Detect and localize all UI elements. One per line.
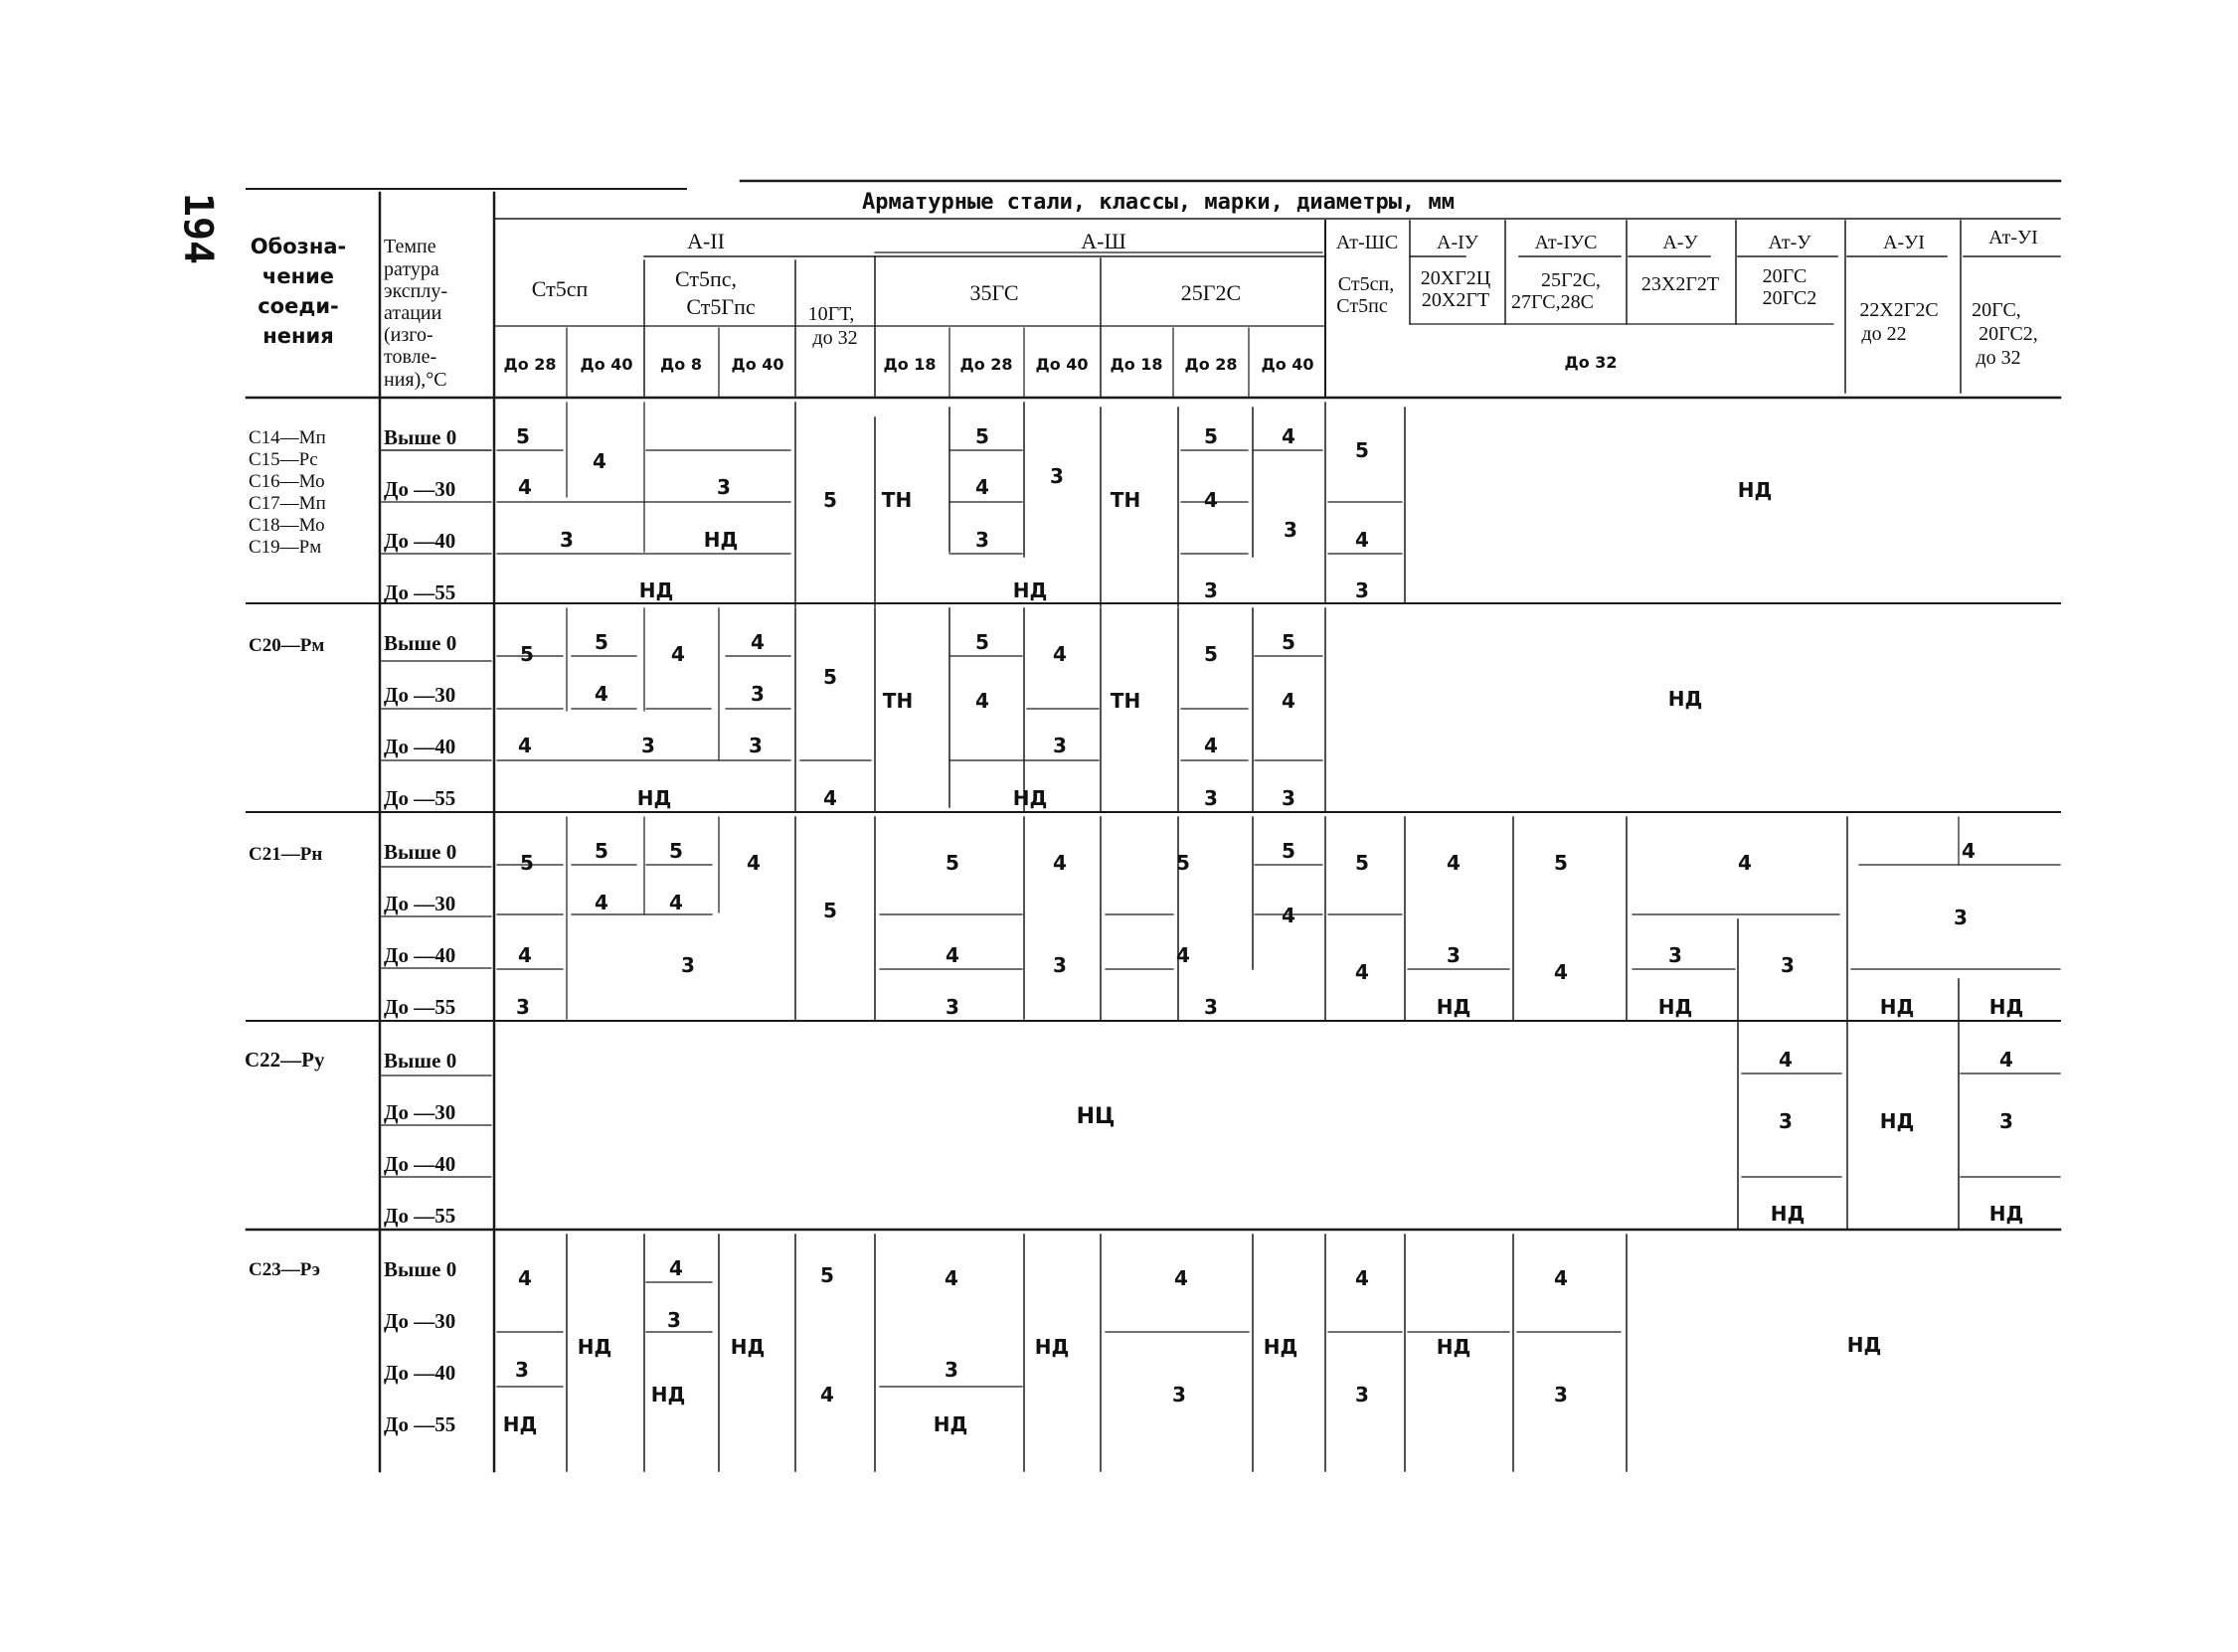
grade-at6: до 32 xyxy=(1976,347,2021,369)
temperature-label: Выше 0 xyxy=(384,840,457,864)
value-cell: 4 xyxy=(1174,1266,1188,1290)
value-cell: НД xyxy=(1436,1335,1471,1359)
joint-designation: С23—Рэ xyxy=(249,1259,321,1280)
value-cell: НЦ xyxy=(1076,1104,1116,1129)
value-cell: 4 xyxy=(1204,488,1218,512)
temperature-label: До —30 xyxy=(384,1309,456,1333)
value-cell: 5 xyxy=(520,851,534,875)
grade-st5sp: Ст5сп xyxy=(531,276,589,301)
value-cell: 4 xyxy=(595,682,608,706)
value-cell: 5 xyxy=(975,630,989,654)
value-cell: 5 xyxy=(823,665,837,689)
grade-at5: 20ГС xyxy=(1762,265,1808,287)
value-cell: 3 xyxy=(1999,1109,2013,1133)
value-cell: НД xyxy=(1846,1333,1882,1357)
value-cell: НД xyxy=(703,528,739,552)
joint-designation: С18—Мо xyxy=(249,515,325,536)
temperature-label: Выше 0 xyxy=(384,1257,457,1281)
value-cell: НД xyxy=(638,578,674,602)
temperature-label: До —40 xyxy=(384,735,456,758)
value-cell: НД xyxy=(577,1335,612,1359)
value-cell: 5 xyxy=(1204,424,1218,448)
value-cell: 3 xyxy=(1447,943,1461,967)
value-cell: 3 xyxy=(749,734,763,757)
value-cell: 4 xyxy=(1282,424,1295,448)
value-cell: НД xyxy=(1988,995,2024,1019)
value-cell: 4 xyxy=(1779,1048,1793,1072)
class-a4: А-IУ xyxy=(1437,232,1478,253)
temperature-label: До —55 xyxy=(384,580,456,604)
joint-designation: С19—Рм xyxy=(249,537,322,558)
value-cell: 5 xyxy=(669,839,683,863)
grade-a6: до 22 xyxy=(1861,323,1907,345)
value-cell: НД xyxy=(1263,1335,1298,1359)
grade-10gt: 10ГТ, xyxy=(807,303,855,325)
value-cell: НД xyxy=(1737,478,1773,502)
value-cell: 3 xyxy=(1204,578,1218,602)
value-cell: 4 xyxy=(1282,904,1295,927)
temperature-label: До —40 xyxy=(384,943,456,967)
value-cell: 4 xyxy=(669,891,683,914)
value-cell: 3 xyxy=(1554,1383,1568,1406)
value-cell: 3 xyxy=(975,528,989,552)
value-cell: ТН xyxy=(881,488,913,512)
value-cell: 3 xyxy=(1284,518,1297,542)
value-cell: 3 xyxy=(1204,786,1218,810)
temperature-label: До —40 xyxy=(384,1361,456,1385)
value-cell: НД xyxy=(1667,687,1703,711)
class-at3c: Ат-ШС xyxy=(1335,232,1399,253)
value-cell: 5 xyxy=(1355,851,1369,875)
value-cell: ТН xyxy=(1110,488,1141,512)
diameter-label: До 8 xyxy=(660,355,702,374)
grade-st5ps: Ст5пс, xyxy=(674,266,738,291)
temperature-label: До —40 xyxy=(384,529,456,553)
value-cell: 3 xyxy=(560,528,574,552)
value-cell: 4 xyxy=(820,1383,834,1406)
class-a6: А-УI xyxy=(1883,232,1925,253)
diameter-label: До 40 xyxy=(731,355,784,374)
value-cell: 3 xyxy=(1204,995,1218,1019)
grade-at4c: 25Г2С, xyxy=(1541,269,1601,291)
table-title: Арматурные стали, классы, марки, диаметры, мм xyxy=(861,190,1456,215)
diameter-label: До 32 xyxy=(1564,353,1618,372)
column-header-temperature: эксплу- xyxy=(384,280,448,302)
value-cell: 3 xyxy=(667,1308,681,1332)
value-cell: 4 xyxy=(518,734,532,757)
value-cell: НД xyxy=(650,1383,686,1406)
value-cell: 3 xyxy=(1053,953,1067,977)
value-cell: 3 xyxy=(1050,464,1064,488)
value-cell: 3 xyxy=(1954,906,1968,929)
grade-at4c: 27ГС,28С xyxy=(1511,291,1594,313)
joint-designation: С21—Рн xyxy=(249,844,323,865)
grade-35gs: 35ГС xyxy=(969,280,1019,305)
column-header-temperature: Темпе xyxy=(384,236,436,257)
value-cell: 3 xyxy=(515,1358,529,1382)
value-cell: НД xyxy=(1012,578,1048,602)
diameter-label: До 28 xyxy=(503,355,557,374)
temperature-label: До —30 xyxy=(384,892,456,915)
value-cell: 4 xyxy=(1962,839,1976,863)
value-cell: 4 xyxy=(1204,734,1218,757)
grade-a4: 20Х2ГТ xyxy=(1421,289,1490,311)
value-cell: 4 xyxy=(975,689,989,713)
value-cell: 4 xyxy=(975,475,989,499)
value-cell: 3 xyxy=(1053,734,1067,757)
value-cell: 4 xyxy=(1053,642,1067,666)
value-cell: ТН xyxy=(882,689,914,713)
column-header-designation: Обозна- xyxy=(250,235,347,258)
value-cell: НД xyxy=(730,1335,766,1359)
value-cell: 5 xyxy=(975,424,989,448)
column-header-temperature: (изго- xyxy=(384,324,433,346)
class-at6: Ат-УI xyxy=(1988,227,2038,248)
value-cell: 3 xyxy=(1355,578,1369,602)
value-cell: 4 xyxy=(1554,960,1568,984)
value-cell: НД xyxy=(636,786,672,810)
value-cell: 4 xyxy=(669,1256,683,1280)
grade-at3c: Ст5сп, xyxy=(1337,273,1395,295)
value-cell: 5 xyxy=(1282,630,1295,654)
value-cell: 5 xyxy=(1554,851,1568,875)
value-cell: 5 xyxy=(1282,839,1295,863)
value-cell: 4 xyxy=(1282,689,1295,713)
diameter-label: До 40 xyxy=(1261,355,1314,374)
value-cell: 4 xyxy=(1176,943,1190,967)
value-cell: 3 xyxy=(946,995,959,1019)
class-a2: А-II xyxy=(687,229,725,253)
temperature-label: Выше 0 xyxy=(384,425,457,449)
diameter-label: До 18 xyxy=(883,355,937,374)
value-cell: 3 xyxy=(717,475,731,499)
value-cell: НД xyxy=(1988,1202,2024,1226)
value-cell: 3 xyxy=(681,953,695,977)
column-header-designation: нения xyxy=(262,324,334,348)
value-cell: НД xyxy=(1657,995,1693,1019)
value-cell: 4 xyxy=(823,786,837,810)
value-cell: 3 xyxy=(1781,953,1795,977)
value-cell: 4 xyxy=(1447,851,1461,875)
temperature-label: Выше 0 xyxy=(384,1049,457,1073)
value-cell: 4 xyxy=(1738,851,1752,875)
value-cell: НД xyxy=(1034,1335,1070,1359)
diameter-label: До 40 xyxy=(1035,355,1089,374)
class-at5: Ат-У xyxy=(1768,232,1811,253)
value-cell: 4 xyxy=(751,630,765,654)
value-cell: 3 xyxy=(641,734,655,757)
value-cell: ТН xyxy=(1110,689,1141,713)
value-cell: 5 xyxy=(823,899,837,922)
value-cell: 4 xyxy=(595,891,608,914)
temperature-label: До —55 xyxy=(384,995,456,1019)
class-at4c: Ат-IУС xyxy=(1534,232,1598,253)
column-header-temperature: ния),°С xyxy=(384,369,447,391)
temperature-label: До —30 xyxy=(384,477,456,501)
class-a5: А-У xyxy=(1662,232,1698,253)
value-cell: НД xyxy=(1879,1109,1915,1133)
temperature-label: До —55 xyxy=(384,786,456,810)
value-cell: 4 xyxy=(593,449,606,473)
value-cell: 3 xyxy=(1172,1383,1186,1406)
temperature-label: До —30 xyxy=(384,683,456,707)
column-header-designation: соеди- xyxy=(258,294,339,318)
value-cell: 4 xyxy=(1355,960,1369,984)
value-cell: 5 xyxy=(520,642,534,666)
grade-10gt: до 32 xyxy=(812,327,858,349)
grade-at5: 20ГС2 xyxy=(1762,287,1817,309)
temperature-label: До —30 xyxy=(384,1100,456,1124)
joint-designation: С22—Ру xyxy=(245,1048,325,1072)
column-header-temperature: атации xyxy=(384,302,442,324)
joint-designation: С15—Рс xyxy=(249,449,318,470)
value-cell: 3 xyxy=(751,682,765,706)
value-cell: 3 xyxy=(1282,786,1295,810)
value-cell: 5 xyxy=(946,851,959,875)
diameter-label: До 18 xyxy=(1110,355,1163,374)
temperature-label: До —55 xyxy=(384,1412,456,1436)
diameter-label: До 28 xyxy=(959,355,1013,374)
value-cell: 4 xyxy=(747,851,761,875)
class-a3: А-Ш xyxy=(1081,229,1126,253)
column-header-temperature: товле- xyxy=(384,346,437,368)
value-cell: НД xyxy=(1012,786,1048,810)
value-cell: 3 xyxy=(516,995,530,1019)
value-cell: 4 xyxy=(518,1266,532,1290)
joint-designation: С16—Мо xyxy=(249,471,325,492)
value-cell: 4 xyxy=(1355,1266,1369,1290)
value-cell: НД xyxy=(1436,995,1471,1019)
value-cell: 5 xyxy=(595,630,608,654)
value-cell: 4 xyxy=(1355,528,1369,552)
grade-a6: 22Х2Г2С xyxy=(1859,299,1939,321)
value-cell: НД xyxy=(502,1412,538,1436)
value-cell: 4 xyxy=(671,642,685,666)
joint-designation: С17—Мп xyxy=(249,493,326,514)
grade-at3c: Ст5пс xyxy=(1336,295,1388,317)
value-cell: 4 xyxy=(518,943,532,967)
column-header-temperature: ратура xyxy=(384,258,439,280)
value-cell: 5 xyxy=(823,488,837,512)
column-header-designation: чение xyxy=(261,264,335,288)
grade-st5ps: Ст5Гпс xyxy=(686,294,756,319)
value-cell: 5 xyxy=(595,839,608,863)
joint-designation: С14—Мп xyxy=(249,427,326,448)
value-cell: 4 xyxy=(1999,1048,2013,1072)
value-cell: 4 xyxy=(946,943,959,967)
value-cell: 5 xyxy=(516,424,530,448)
value-cell: НД xyxy=(933,1412,968,1436)
temperature-label: Выше 0 xyxy=(384,631,457,655)
value-cell: 3 xyxy=(945,1358,958,1382)
value-cell: 3 xyxy=(1779,1109,1793,1133)
value-cell: 5 xyxy=(1176,851,1190,875)
grade-at6: 20ГС, xyxy=(1972,299,2021,321)
grade-25g2s: 25Г2С xyxy=(1180,280,1242,305)
grade-a4: 20ХГ2Ц xyxy=(1420,267,1491,289)
value-cell: НД xyxy=(1879,995,1915,1019)
value-cell: 4 xyxy=(518,475,532,499)
value-cell: 4 xyxy=(1554,1266,1568,1290)
value-cell: 5 xyxy=(1355,438,1369,462)
grade-a5: 23Х2Г2Т xyxy=(1640,273,1720,295)
joint-designation: С20—Рм xyxy=(249,635,325,656)
value-cell: 4 xyxy=(1053,851,1067,875)
value-cell: 4 xyxy=(945,1266,958,1290)
value-cell: НД xyxy=(1770,1202,1806,1226)
temperature-label: До —55 xyxy=(384,1204,456,1228)
diameter-label: До 40 xyxy=(580,355,633,374)
diameter-label: До 28 xyxy=(1184,355,1238,374)
value-cell: 3 xyxy=(1355,1383,1369,1406)
page-number: 194 xyxy=(175,192,221,265)
value-cell: 3 xyxy=(1668,943,1682,967)
value-cell: 5 xyxy=(820,1263,834,1287)
temperature-label: До —40 xyxy=(384,1152,456,1176)
grade-at6: 20ГС2, xyxy=(1979,323,2038,345)
value-cell: 5 xyxy=(1204,642,1218,666)
